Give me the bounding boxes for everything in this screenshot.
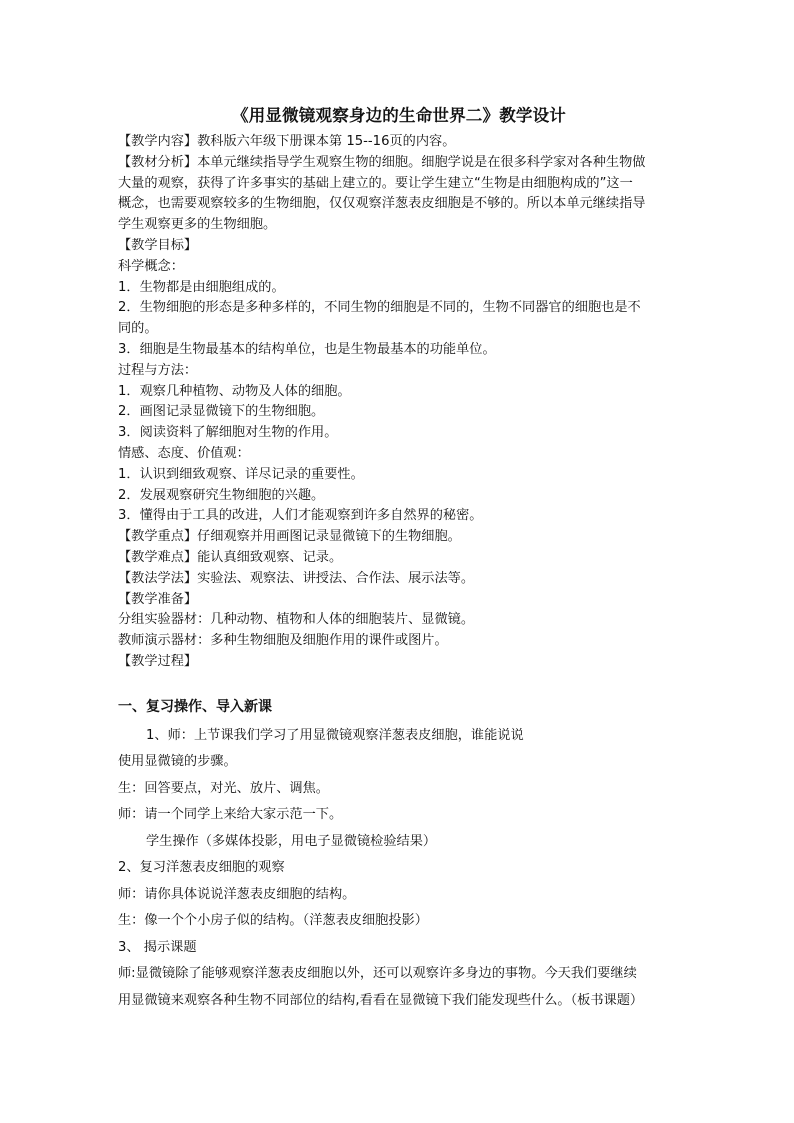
text-line: 过程与方法： — [118, 362, 198, 378]
text-line: 分组实验器材：几种动物、植物和人体的细胞装片、显微镜。 — [118, 612, 475, 628]
header-section — [118, 132, 680, 673]
text-line: 1．认识到细致观察、详尽记录的重要性。 — [118, 466, 364, 482]
text-line: 学生观察更多的生物细胞。 — [118, 217, 277, 233]
text-line: 2．发展观察研究生物细胞的兴趣。 — [118, 487, 325, 503]
text-line: 3．懂得由于工具的改进，人们才能观察到许多自然界的秘密。 — [118, 508, 483, 524]
text-line: 师:显微镜除了能够观察洋葱表皮细胞以外，还可以观察许多身边的事物。今天我们要继续 — [118, 966, 637, 982]
text-line: 科学概念： — [118, 258, 184, 274]
text-line: 情感、态度、价值观： — [118, 445, 250, 461]
text-line: 【教学准备】 — [118, 591, 198, 607]
document-page — [118, 104, 680, 1014]
text-line: 1．观察几种植物、动物及人体的细胞。 — [118, 383, 351, 399]
lesson-body — [118, 723, 680, 1015]
text-line: 师：请一个同学上来给大家示范一下。 — [118, 807, 343, 823]
text-line: 2．画图记录显微镜下的生物细胞。 — [118, 404, 325, 420]
text-line: 【教学内容】教科版六年级下册课本第 15--16页的内容。 — [118, 134, 456, 149]
text-line: 【教材分析】本单元继续指导学生观察生物的细胞。细胞学说是在很多科学家对各种生物做 — [118, 154, 646, 170]
section-heading: 一、复习操作、导入新课 — [118, 698, 272, 715]
text-line: 【教学重点】仔细观察并用画图记录显微镜下的生物细胞。 — [118, 529, 461, 545]
text-line: 生：回答要点，对光、放片、调焦。 — [118, 780, 329, 796]
text-line: 【教学目标】 — [118, 237, 198, 253]
text-line: 用显微镜来观察各种生物不同部位的结构,看看在显微镜下我们能发现些什么。（板书课题） — [118, 992, 644, 1008]
text-line: 2、复习洋葱表皮细胞的观察 — [118, 860, 285, 876]
text-line: 生：像一个个小房子似的结构。（洋葱表皮细胞投影） — [118, 913, 428, 929]
text-line: 大量的观察，获得了许多事实的基础上建立的。要让学生建立“生物是由细胞构成的”这一 — [118, 175, 633, 191]
text-line: 【教法学法】实验法、观察法、讲授法、合作法、展示法等。 — [118, 570, 475, 586]
text-line: 同的。 — [118, 321, 158, 337]
text-line: 【教学难点】能认真细致观察、记录。 — [118, 549, 343, 565]
text-line: 师：请你具体说说洋葱表皮细胞的结构。 — [118, 886, 356, 902]
text-line: 2．生物细胞的形态是多种多样的，不同生物的细胞是不同的，生物不同器官的细胞也是不 — [118, 300, 641, 316]
text-line: 3、 揭示课题 — [118, 939, 197, 955]
document-title: 《用显微镜观察身边的生命世界二》教学设计 — [232, 106, 566, 125]
text-line: 概念，也需要观察较多的生物细胞，仅仅观察洋葱表皮细胞是不够的。所以本单元继续指导 — [118, 196, 646, 212]
text-line: 学生操作（多媒体投影，用电子显微镜检验结果） — [146, 833, 437, 849]
text-line: 1、师：上节课我们学习了用显微镜观察洋葱表皮细胞，谁能说说 — [146, 727, 524, 743]
text-line: 3．细胞是生物最基本的结构单位，也是生物最基本的功能单位。 — [118, 341, 496, 357]
text-line: 使用显微镜的步骤。 — [118, 754, 237, 770]
text-line: 1．生物都是由细胞组成的。 — [118, 279, 285, 295]
text-line: 教师演示器材：多种生物细胞及细胞作用的课件或图片。 — [118, 633, 448, 649]
text-line: 3．阅读资料了解细胞对生物的作用。 — [118, 425, 338, 441]
text-line: 【教学过程】 — [118, 653, 198, 669]
